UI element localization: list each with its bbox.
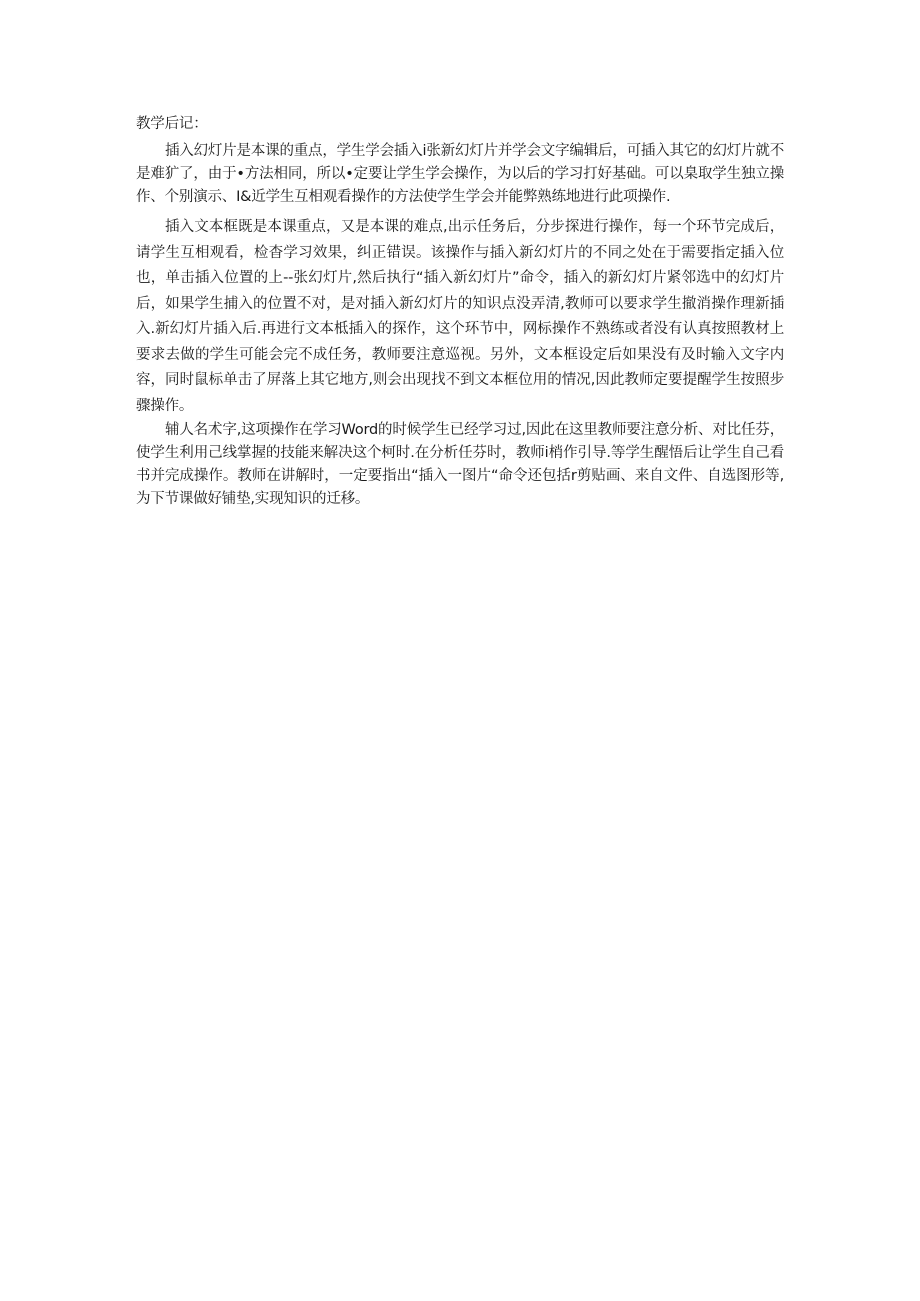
paragraph-insert-wordart: 辅人名术字,这项操作在学习Word的时候学生已经学习过,因此在这里教师要注意分析、对比任芬，使学生利用己线掌握的技能来解决这个柯时.在分析任芬时，教师i梢作引导.等学生醒悟后让学生自己看书并完成操作。教师在讲解时，一定要指出“插入一图片“命令还包括r剪贴画、来自文件、自选图形等,为下节课做好铺垫,实现知识的迁移。 <box>136 422 784 507</box>
document-body <box>136 112 784 511</box>
section-heading: 教学后记： <box>136 116 208 132</box>
paragraph-insert-textbox: 插入文本框既是本课重点，又是本课的难点,出示任务后，分步探进行操作，每一个环节完成后，请学生互相观看，检杳学习效果，纠正错误。该操作与插入新幻灯片的不同之处在于需要指定插入位也，单击插入位置的上--张幻灯片,然后执行“插入新幻灯片”命令，插入的新幻灯片紧邻选中的幻灯片后，如果学生捕入的位置不对，是对插入新幻灯片的知识点没弄清,教师可以要求学生撤消操作理新插入.新幻灯片插入后.再进行文本柢插入的探作，这个环节中，网标操作不熟练或者没有认真按照教材上要求去做的学生可能会完不成任务，教师要注意巡视。另外，文本框设定后如果没有及时输入文字内容，同时鼠标单击了屏落上其它地方,则会出现找不到文本框位用的情况,因此教师定要提醒学生按照步骤操作。 <box>136 219 784 414</box>
paragraph-insert-slide: 插入幻灯片是本课的重点，学生学会插入i张新幻灯片并学会文字编辑后，可插入其它的幻灯片就不是难犷了，由于•方法相同，所以•定要让学生学会操作，为以后的学习打好基础。可以臬取学生独立操作、个别演示、I&近学生互相观看操作的方法使学生学会并能弊熟练地进行此项操作. <box>136 143 784 205</box>
